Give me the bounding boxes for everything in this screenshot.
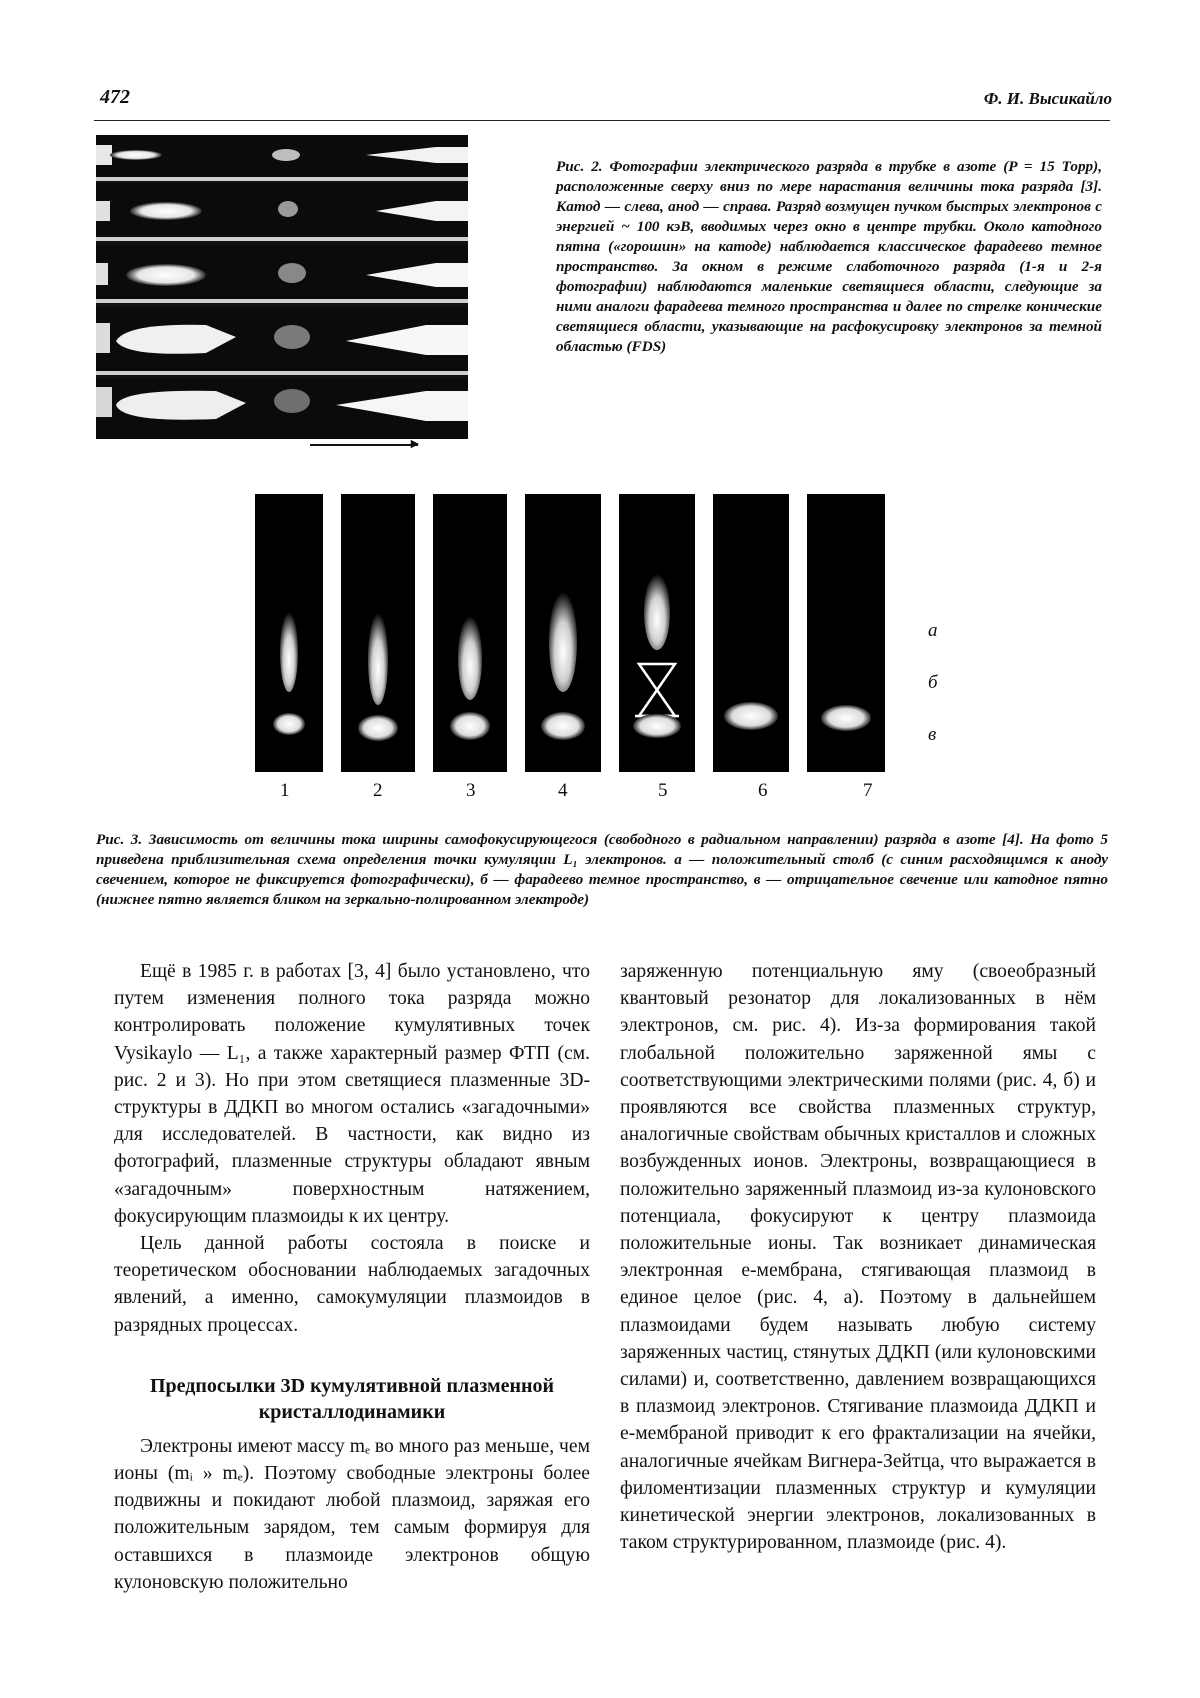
panel-4 bbox=[525, 494, 601, 772]
running-author: Ф. И. Высикайло bbox=[983, 89, 1112, 108]
panel-2 bbox=[341, 494, 415, 772]
region-label-v: в bbox=[928, 724, 937, 745]
figure-2-photographs bbox=[96, 135, 468, 439]
panel-number: 2 bbox=[373, 780, 383, 801]
panel-7 bbox=[807, 494, 885, 772]
strip-2 bbox=[96, 183, 468, 241]
strip-4 bbox=[96, 307, 468, 375]
paragraph: Цель данной работы состояла в поиске и теоретическом обосновании наблюдаемых загадочных явлений, а именно, самокумуляции плазмоидов в разрядных процессах. bbox=[114, 1233, 590, 1336]
panel-5 bbox=[619, 494, 695, 772]
panel-number: 3 bbox=[466, 780, 476, 801]
arrow-head-icon: ► bbox=[408, 437, 422, 452]
panel-1 bbox=[255, 494, 323, 772]
left-column bbox=[114, 958, 590, 1596]
strip-5 bbox=[96, 379, 468, 439]
panel-number: 7 bbox=[863, 780, 873, 801]
figure-2-strips bbox=[96, 135, 468, 439]
figure-3-caption: Рис. 3. Зависимость от величины тока ширины самофокусирующегося (свободного в радиальном направлении) разряда в азоте [4]. На фото 5 приведена приблизительная схема определения точки кумуляции L₁ электронов. а — положительный столб (с синим расходящимся к аноду свечением, которое не фиксируется фотографически), б — фарадеево темное пространство, в — отрицательное свечение или катодное пятно (нижнее пятно является бликом на зеркально-полированном электроде) bbox=[96, 831, 1108, 908]
strip-3 bbox=[96, 245, 468, 303]
paragraph: Ещё в 1985 г. в работах [3, 4] было установлено, что путем изменения полного тока разряда можно контролировать положение кумулятивных точек Vysikaylo — L₁, а также характерный размер ФТП (см. рис. 2 и 3). Но при этом светящиеся плазменные 3D-структуры в ДДКП во многом остались «загадочными» для исследователей. В частности, как видно из фотографий, плазменные структуры обладают явным «загадочным» поверхностным натяжением, фокусирующим плазмоиды к их центру. bbox=[114, 961, 590, 1227]
paragraph: Электроны имеют массу mₑ во много раз меньше, чем ионы (mᵢ » mₑ). Поэтому свободные электроны более подвижны и покидают любой плазмоид, заряжая его положительным зарядом, тем самым формируя для оставшихся в плазмоиде электронов общую кулоновскую положительно bbox=[114, 1435, 590, 1593]
header-rule bbox=[94, 120, 1110, 121]
panel-number: 1 bbox=[280, 780, 290, 801]
right-column bbox=[620, 958, 1096, 1556]
panel-3 bbox=[433, 494, 507, 772]
figure-2-caption: Рис. 2. Фотографии электрического разряда в трубке в азоте (P = 15 Торр), расположенные сверху вниз по мере нарастания величины тока разряда [3]. Катод — слева, анод — справа. Разряд возмущен пучком быстрых электронов с энергией ~ 100 кэВ, вводимых через окно в центре трубки. Около катодного пятна («горошин» на катоде) наблюдается классическое фарадеево темное пространство. За окном в режиме слаботочного разряда (1-я и 2-я фотографии) наблюдаются маленькие светящиеся области, следующие за ними аналоги фарадеева темного пространства и далее по стрелке конические светящиеся области, указывающие на расфокусировку электронов за темной областью (FDS) bbox=[556, 158, 1102, 355]
panel-6 bbox=[713, 494, 789, 772]
figure-2-arrow bbox=[310, 444, 418, 446]
paragraph: заряженную потенциальную яму (своеобразный квантовый резонатор для локализованных в нём электронов, см. рис. 4). Из-за формирования такой глобальной положительно заряженной ямы с соответствующими электрическими полями (рис. 4, б) и проявляются все свойства плазменных структур, аналогичные свойствам обычных кристаллов и сложных возбужденных ионов. Электроны, возвращающиеся в положительно заряженный плазмоид из-за кулоновского потенциала, фокусируют к центру плазмоида положительные ионы. Так возникает динамическая электронная e-мембрана, стягивающая плазмоид в единое целое (рис. 4, а). Поэтому в дальнейшем плазмоидами будем называть любую систему заряженных частиц, стянутых ДДКП (или кулоновскими силами) и, соответственно, давлением возвращающихся в плазмоид электронов. Стягивание плазмоида ДДКП и e-мембраной приводит к его фрактализации на ячейки, аналогичные ячейкам Вигнера-Зейтца, что выражается в филоментизации плазменных структур и кумуляции кинетической энергии электронов, локализованных в таком структурированном, плазмоиде (рис. 4). bbox=[620, 961, 1096, 1554]
panel-number: 5 bbox=[658, 780, 668, 801]
figure-3-panels bbox=[255, 494, 935, 772]
region-label-b: б bbox=[928, 672, 938, 693]
strip-1 bbox=[96, 135, 468, 181]
panel-number: 6 bbox=[758, 780, 768, 801]
panel-number: 4 bbox=[558, 780, 568, 801]
page-number: 472 bbox=[100, 86, 130, 108]
section-heading: Предпосылки 3D кумулятивной плазменной кристаллодинамики bbox=[149, 1374, 555, 1423]
region-label-a: а bbox=[928, 620, 938, 641]
figure-3-photographs bbox=[255, 494, 935, 772]
